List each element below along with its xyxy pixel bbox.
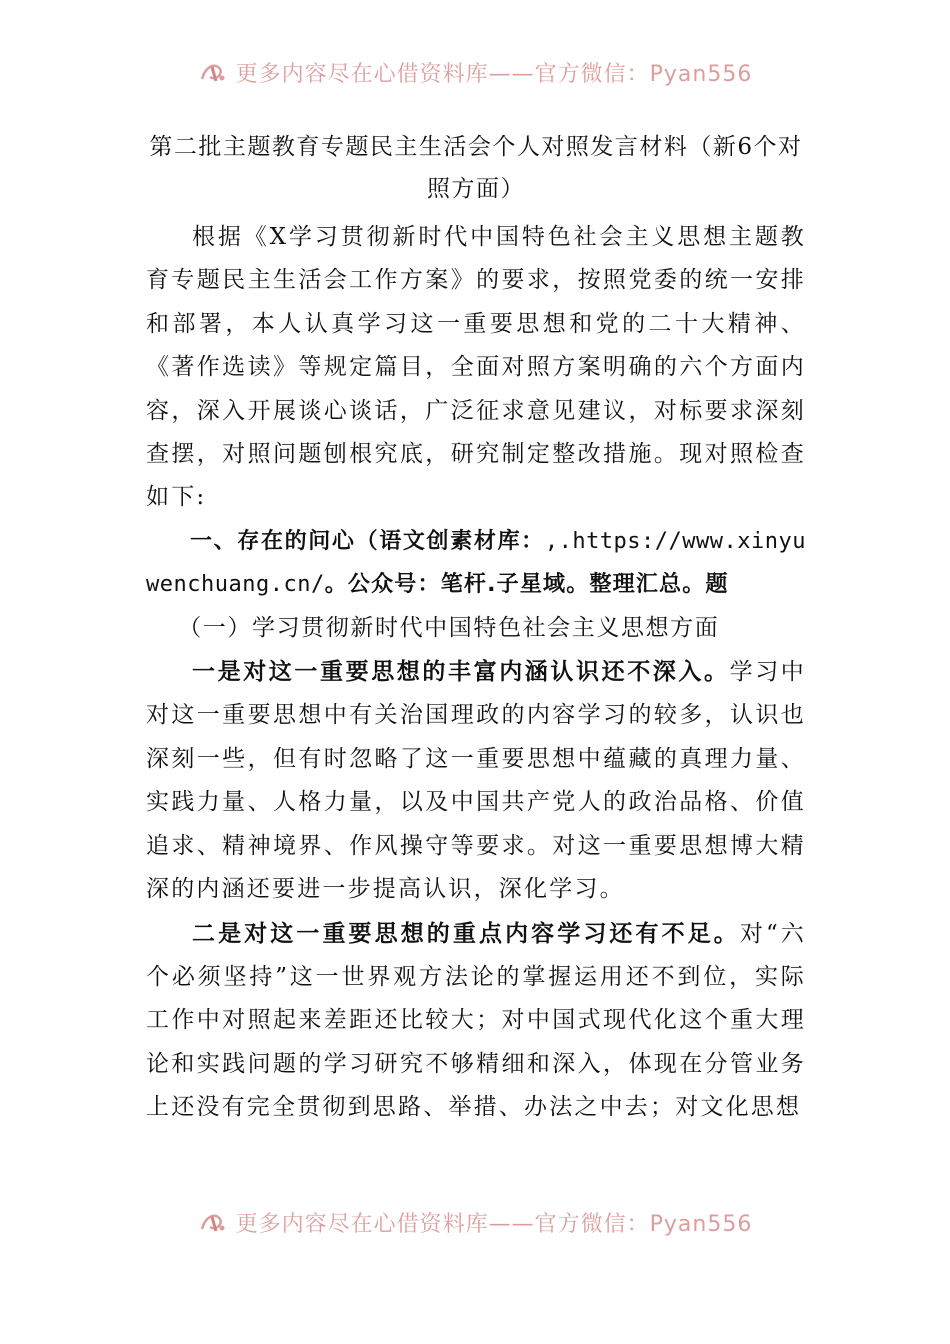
- watermark-text: 更多内容尽在心借资料库——官方微信：Pyan556: [235, 61, 753, 87]
- subsection-heading-1: （一）学习贯彻新时代中国特色社会主义思想方面: [178, 614, 720, 641]
- point-lead-1: 一是对这一重要思想的丰富内涵认识还不深入。: [192, 658, 730, 686]
- watermark-logo-icon: [198, 59, 228, 85]
- watermark-header: [0, 52, 950, 92]
- watermark-logo-icon: [198, 1209, 228, 1235]
- section-heading-suffix: 。公众号：笔杆.子星域。整理汇总。题: [324, 572, 729, 598]
- point-paragraph-1: [146, 650, 806, 911]
- document-title: 第二批主题教育专题民主生活会个人对照发言材料（新6个对照方面）: [149, 134, 803, 202]
- point-paragraph-2: [146, 912, 806, 1130]
- watermark-text: 更多内容尽在心借资料库——官方微信：Pyan556: [235, 1211, 753, 1237]
- point-body-2: 对“六个必须坚持”这一世界观方法论的掌握运用还不到位，实际工作中对照起来差距还比较大；对中国式现代化这个重大理论和实践问题的学习研究不够精细和深入，体现在分管业务上还没有完全贯彻到思路、举措、办法之中去；对文化思想: [146, 920, 807, 1121]
- point-lead-2: 二是对这一重要思想的重点内容学习还有不足。: [192, 919, 740, 947]
- document-body: [146, 126, 806, 1130]
- point-body-1: 学习中对这一重要思想中有关治国理政的内容学习的较多，认识也深刻一些，但有时忽略了这一重要思想中蕴藏的真理力量、实践力量、人格力量，以及中国共产党人的政治品格、价值追求、精神境界、作风操守等要求。对这一重要思想博大精深的内涵还要进一步提高认识，深化学习。: [146, 659, 806, 903]
- section-heading-prefix: 一、存在的问心（语文创素材库：: [190, 528, 545, 554]
- intro-paragraph: 根据《X学习贯彻新时代中国特色社会主义思想主题教育专题民主生活会工作方案》的要求，按照党委的统一安排和部署，本人认真学习这一重要思想和党的二十大精神、《著作选读》等规定篇目，全面对照方案明确的六个方面内容，深入开展谈心谈话，广泛征求意见建议，对标要求深刻查摆，对照问题刨根究底，研究制定整改措施。现对照检查如下:: [146, 224, 806, 511]
- watermark-footer: [0, 1202, 950, 1242]
- section-heading-1: [146, 520, 806, 607]
- section-heading-url: ,.https://www.xinyuwenchuang.cn/: [146, 528, 806, 598]
